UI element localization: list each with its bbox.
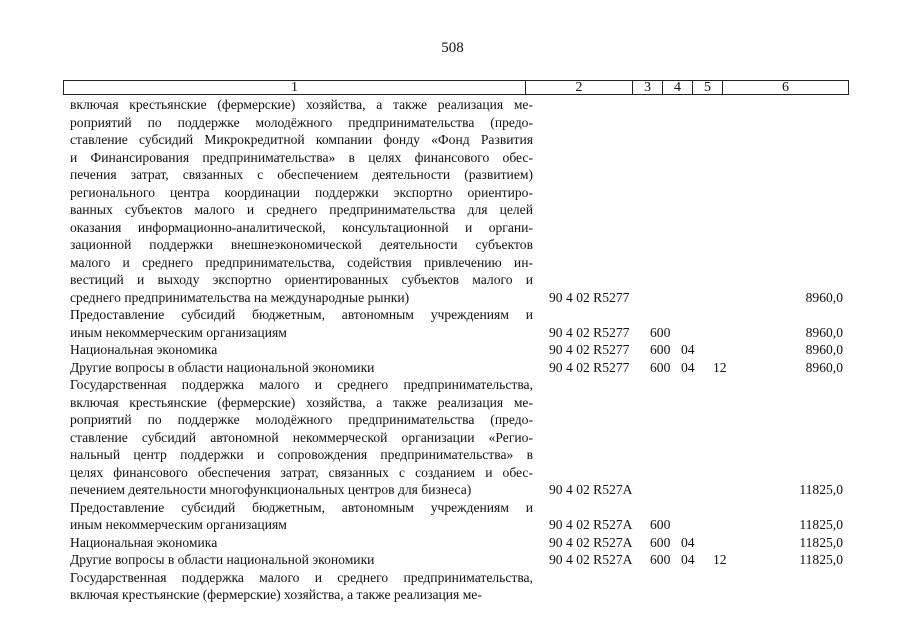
table-row xyxy=(0,96,905,306)
description-line: ставление субсидий Микрокредитной компании фонду «Фонд Развития xyxy=(70,132,533,147)
row-code: 90 4 02 R527A xyxy=(549,517,633,532)
description-line: Государственная поддержка малого и среднего предпринимательства, xyxy=(70,377,533,392)
row-col3: 600 xyxy=(650,552,671,567)
row-col4: 04 xyxy=(681,359,695,375)
row-col3: 600 xyxy=(650,359,671,375)
header-col-5: 5 xyxy=(693,81,723,94)
description-line: Национальная экономика xyxy=(70,534,218,550)
description-line: и Финансирования предпринимательства» в целях финансового обес- xyxy=(70,149,533,165)
description-line: малого и среднего предпринимательства, содействия привлечению ин- xyxy=(70,254,533,270)
description-line: Другие вопросы в области национальной экономики xyxy=(70,552,375,567)
row-col5: 12 xyxy=(713,359,727,375)
description-line: включая крестьянские (фермерские) хозяйства, а также реализация ме- xyxy=(70,587,482,602)
row-col3: 600 xyxy=(650,342,671,357)
description-line: среднего предпринимательства на международные рынки) xyxy=(70,289,410,305)
row-code: 90 4 02 R527A xyxy=(549,552,633,567)
description-line: нальный центр поддержки и сопровождения предпринимательства» в xyxy=(70,447,533,462)
description-line: Другие вопросы в области национальной экономики xyxy=(70,359,375,375)
row-sum: 11825,0 xyxy=(799,482,843,497)
row-description xyxy=(70,569,533,604)
row-code: 90 4 02 R5277 xyxy=(549,359,630,375)
description-line: Государственная поддержка малого и среднего предпринимательства, xyxy=(70,569,533,585)
description-line: иным некоммерческим организациям xyxy=(70,517,287,532)
row-code: 90 4 02 R5277 xyxy=(549,342,630,357)
table-row xyxy=(0,359,905,377)
row-col5: 12 xyxy=(713,552,727,567)
table-row xyxy=(0,306,905,341)
description-line: оказания информационно-аналитической, консультационной и органи- xyxy=(70,219,533,235)
description-line: зационной поддержки внешнеэкономической деятельности субъектов xyxy=(70,237,533,252)
description-line: иным некоммерческим организациям xyxy=(70,324,287,340)
table-row xyxy=(0,534,905,552)
row-description xyxy=(70,306,533,341)
row-sum: 8960,0 xyxy=(805,324,843,340)
row-col3: 600 xyxy=(650,534,671,550)
row-col4: 04 xyxy=(681,342,695,357)
description-line: роприятий по поддержке молодёжного предпринимательства (предо- xyxy=(70,114,533,130)
description-line: целях финансового обеспечения затрат, связанных с созданием и обес- xyxy=(70,464,533,480)
description-line: вестиций и выходу экспортно ориентированных субъектов малого и xyxy=(70,272,533,287)
row-col3: 600 xyxy=(650,324,671,340)
row-sum: 11825,0 xyxy=(799,517,843,532)
header-col-4: 4 xyxy=(663,81,693,94)
row-description xyxy=(70,499,533,534)
row-description xyxy=(70,96,533,306)
row-col4: 04 xyxy=(681,552,695,567)
header-col-1: 1 xyxy=(64,81,526,94)
row-sum: 11825,0 xyxy=(799,534,843,550)
row-description xyxy=(70,341,533,359)
description-line: печением деятельности многофункциональных центров для бизнеса) xyxy=(70,482,472,497)
row-col3: 600 xyxy=(650,517,671,532)
table-row xyxy=(0,499,905,534)
description-line: включая крестьянские (фермерские) хозяйства, а также реализация ме- xyxy=(70,97,533,112)
row-code: 90 4 02 R527A xyxy=(549,482,633,497)
description-line: Предоставление субсидий бюджетным, автономным учреждениям и xyxy=(70,499,533,515)
description-line: Предоставление субсидий бюджетным, автономным учреждениям и xyxy=(70,307,533,322)
table-body xyxy=(0,96,905,604)
description-line: роприятий по поддержке молодёжного предпринимательства (предо- xyxy=(70,412,533,427)
header-col-6: 6 xyxy=(782,80,789,95)
description-line: ставление субсидий автономной некоммерческой организации «Регио- xyxy=(70,429,533,445)
row-sum: 8960,0 xyxy=(805,359,843,375)
row-sum: 8960,0 xyxy=(805,342,843,357)
row-col4: 04 xyxy=(681,534,695,550)
header-col-3: 3 xyxy=(633,81,663,94)
row-description xyxy=(70,534,533,552)
row-code: 90 4 02 R5277 xyxy=(549,324,630,340)
row-code: 90 4 02 R5277 xyxy=(549,289,630,305)
table-header xyxy=(63,80,849,95)
row-description xyxy=(70,376,533,499)
row-description xyxy=(70,359,533,377)
page-number: 508 xyxy=(441,40,464,56)
description-line: регионального центра координации поддержки экспортно ориентиро- xyxy=(70,184,533,200)
row-sum: 8960,0 xyxy=(805,289,843,305)
row-sum: 11825,0 xyxy=(799,552,843,567)
row-code: 90 4 02 R527A xyxy=(549,534,633,550)
table-row xyxy=(0,569,905,604)
description-line: ванных субъектов малого и среднего предпринимательства для целей xyxy=(70,202,533,217)
table-row xyxy=(0,341,905,359)
description-line: печения затрат, связанных с обеспечением деятельности (развитием) xyxy=(70,167,533,182)
description-line: Национальная экономика xyxy=(70,342,218,357)
table-row xyxy=(0,376,905,499)
row-description xyxy=(70,551,533,569)
header-col-2: 2 xyxy=(526,81,633,94)
table-row xyxy=(0,551,905,569)
description-line: включая крестьянские (фермерские) хозяйства, а также реализация ме- xyxy=(70,394,533,410)
